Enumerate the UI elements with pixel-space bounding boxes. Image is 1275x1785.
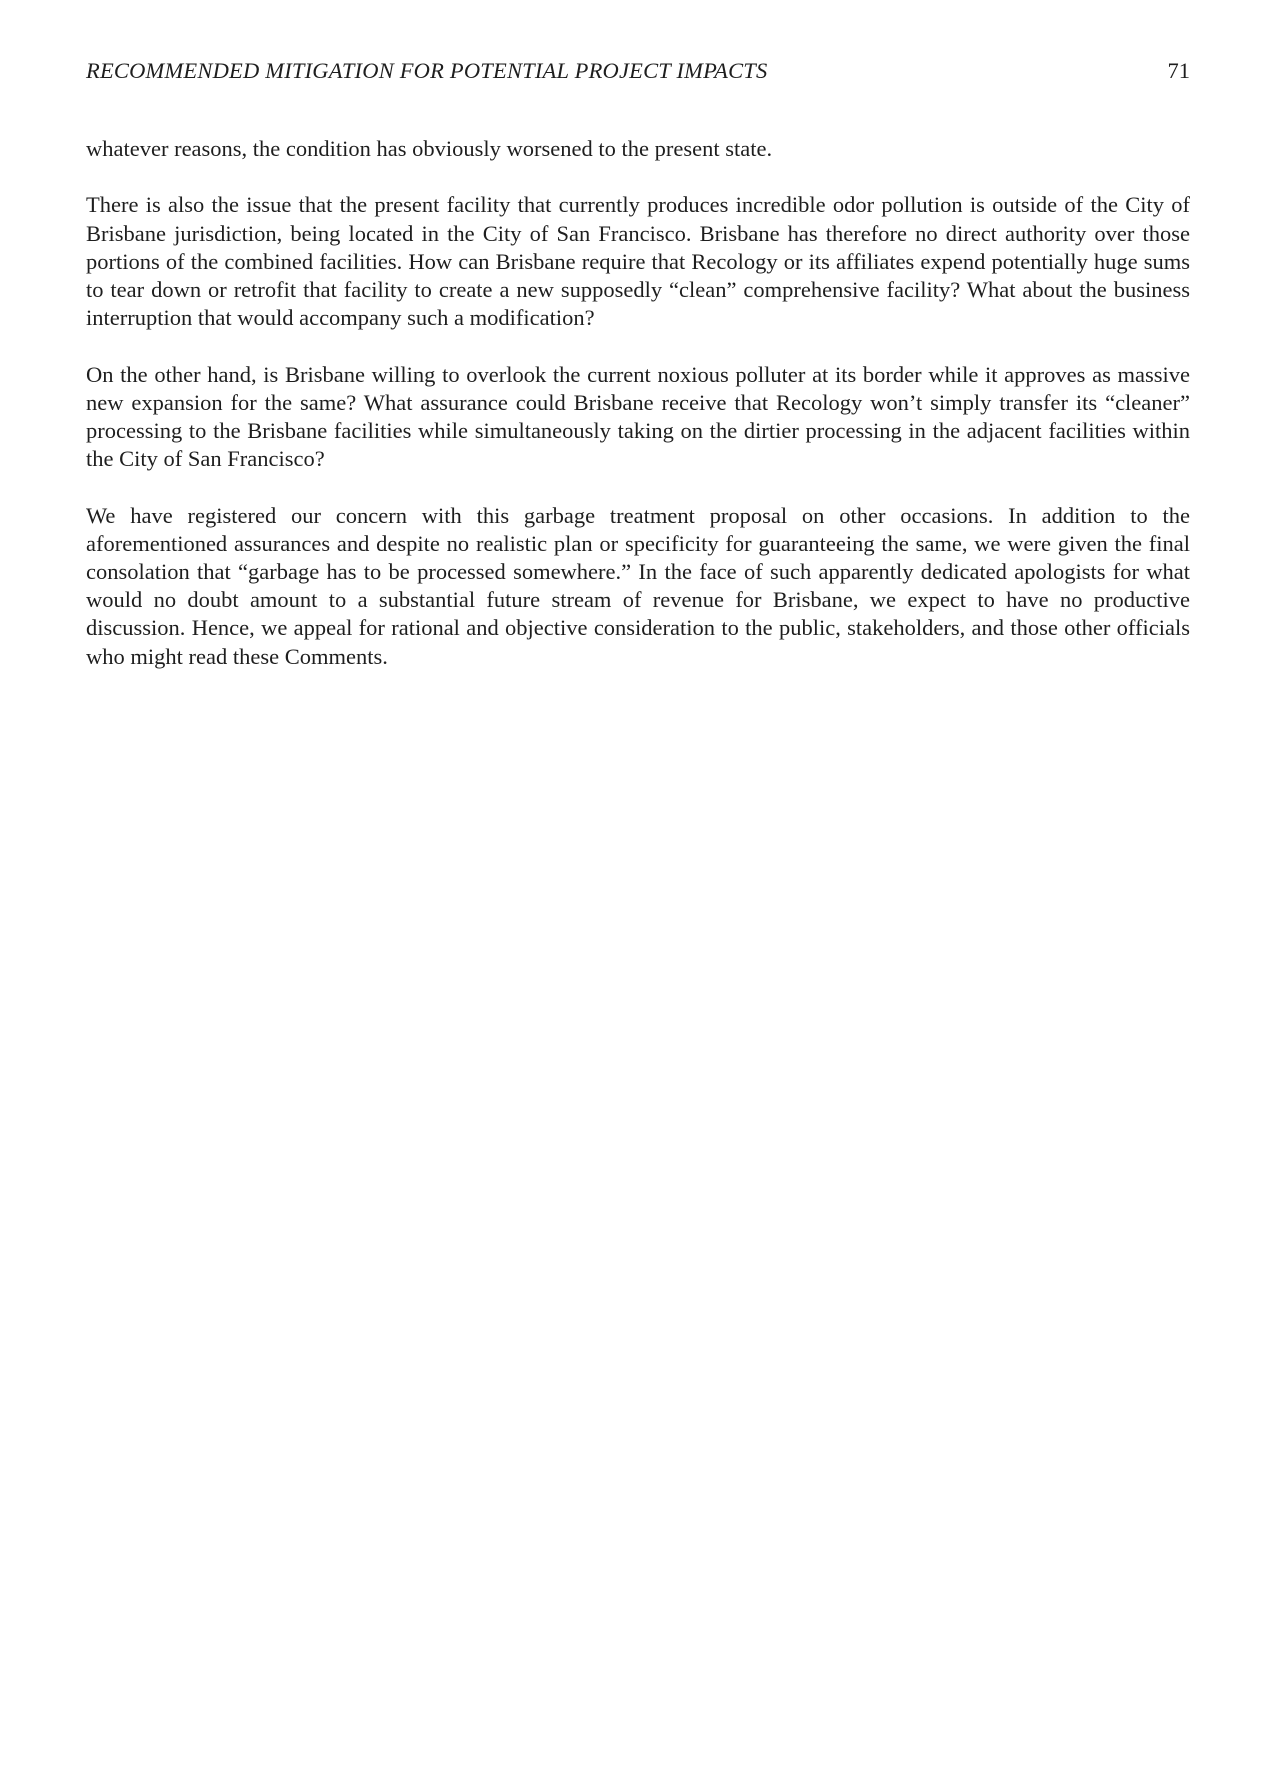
paragraph: There is also the issue that the present facility that currently produces incredible odor pollution is outside of the City of Brisbane jurisdiction, being located in the City of San Francisco. Brisbane has therefore no direct authority over those portions of the combined facilities. How can Brisbane require that Recology or its affiliates expend potentially huge sums to tear down or retrofit that facility to create a new supposedly “clean” comprehensive facility? What about the business interruption that would accompany such a modification? [86, 192, 1190, 331]
running-header-title: RECOMMENDED MITIGATION FOR POTENTIAL PROJECT IMPACTS [86, 58, 768, 83]
page-number: 71 [1167, 58, 1190, 83]
paragraph: whatever reasons, the condition has obviously worsened to the present state. [86, 136, 773, 161]
running-header [86, 56, 1190, 86]
body-text [86, 135, 1190, 699]
paragraph: On the other hand, is Brisbane willing to overlook the current noxious polluter at its border while it approves as massive new expansion for the same? What assurance could Brisbane receive that Recology won’t simply transfer its “cleaner” processing to the Brisbane facilities while simultaneously taking on the dirtier processing in the adjacent facilities within the City of San Francisco? [86, 361, 1190, 472]
paragraph: We have registered our concern with this garbage treatment proposal on other occasions. In addition to the aforementioned assurances and despite no realistic plan or specificity for guaranteeing the same, we were given the final consolation that “garbage has to be processed somewhere.” In the face of such apparently dedicated apologists for what would no doubt amount to a substantial future stream of revenue for Brisbane, we expect to have no productive discussion. Hence, we appeal for rational and objective consideration to the public, stakeholders, and those other officials who might read these Comments. [86, 502, 1190, 669]
